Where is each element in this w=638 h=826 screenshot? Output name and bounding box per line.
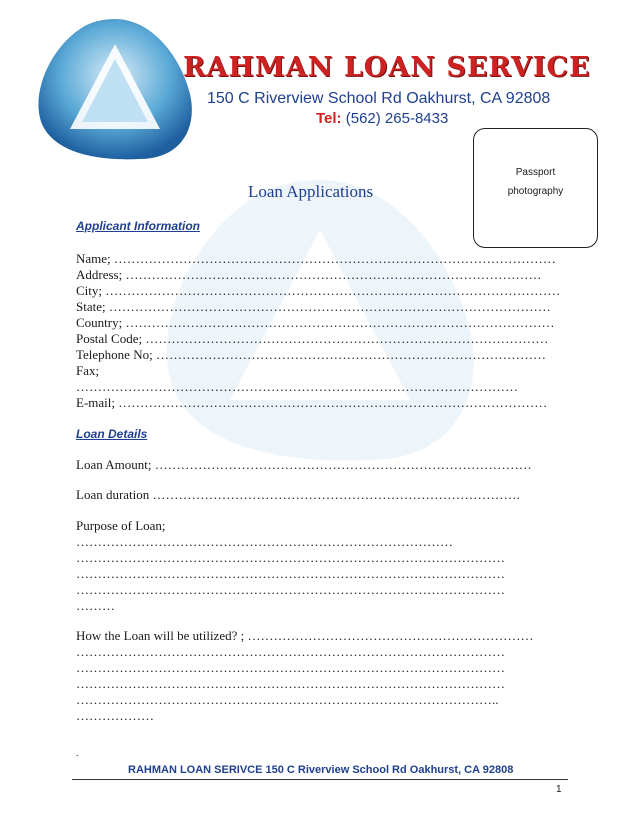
field-loan-amount: Loan Amount; …………………………………………………………………………… [76, 457, 532, 472]
company-address: 150 C Riverview School Rd Oakhurst, CA 92808 [207, 90, 551, 107]
company-phone [316, 110, 448, 127]
passport-label-line1: Passport [515, 167, 556, 178]
page-number: 1 [556, 784, 562, 795]
purpose-line: ……………………………………………………………………………………… [76, 550, 505, 565]
tel-label: Tel: [316, 110, 342, 127]
footer-dash: - [76, 751, 79, 760]
passport-label-line2: photography [507, 186, 564, 197]
company-logo [30, 14, 200, 164]
field-purpose-label: Purpose of Loan; [76, 518, 166, 533]
purpose-line: ……… [76, 598, 115, 613]
utilized-line: ……………………………………………………………………………………… [76, 676, 505, 691]
field-state: State; ………………………………………………………………………………………… [76, 299, 551, 314]
tel-number: (562) 265-8433 [345, 110, 449, 127]
utilized-line: ……………… [76, 708, 154, 723]
field-fax-label: Fax; [76, 363, 100, 378]
field-telephone: Telephone No; ……………………………………………………………………………… [76, 347, 546, 362]
field-email: E-mail; ……………………………………………………………………………………… [76, 395, 548, 410]
footer-text: RAHMAN LOAN SERIVCE 150 C Riverview School Rd Oakhurst, CA 92808 [128, 764, 514, 776]
field-name: Name; ………………………………………………………………………………………… [76, 251, 556, 266]
footer-divider [72, 779, 568, 780]
field-utilized-label: How the Loan will be utilized? ; ………………………………………………………… [76, 628, 534, 643]
company-name: RAHMAN LOAN SERVICE [183, 52, 591, 83]
utilized-line: ……………………………………………………………………………………… [76, 644, 505, 659]
applicant-section-heading: Applicant Information [76, 219, 200, 233]
field-address: Address; …………………………………………………………………………………… [76, 267, 542, 282]
field-country: Country; ……………………………………………………………………………………… [76, 315, 555, 330]
field-postal-code: Postal Code; ………………………………………………………………………………… [76, 331, 549, 346]
purpose-line: ……………………………………………………………………………………… [76, 566, 505, 581]
utilized-line: …………………………………………………………………………………….. [76, 692, 499, 707]
utilized-line: ……………………………………………………………………………………… [76, 660, 505, 675]
field-city: City; …………………………………………………………………………………………… [76, 283, 561, 298]
purpose-line: ……………………………………………………………………………………… [76, 582, 505, 597]
field-loan-duration: Loan duration …………………………………………………………………………. [76, 487, 520, 502]
loan-section-heading: Loan Details [76, 427, 148, 441]
field-fax-line: ………………………………………………………………………………………… [76, 379, 518, 394]
document-title: Loan Applications [248, 182, 374, 201]
purpose-line: …………………………………………………………………………… [76, 534, 453, 549]
passport-photo-box [473, 128, 598, 248]
